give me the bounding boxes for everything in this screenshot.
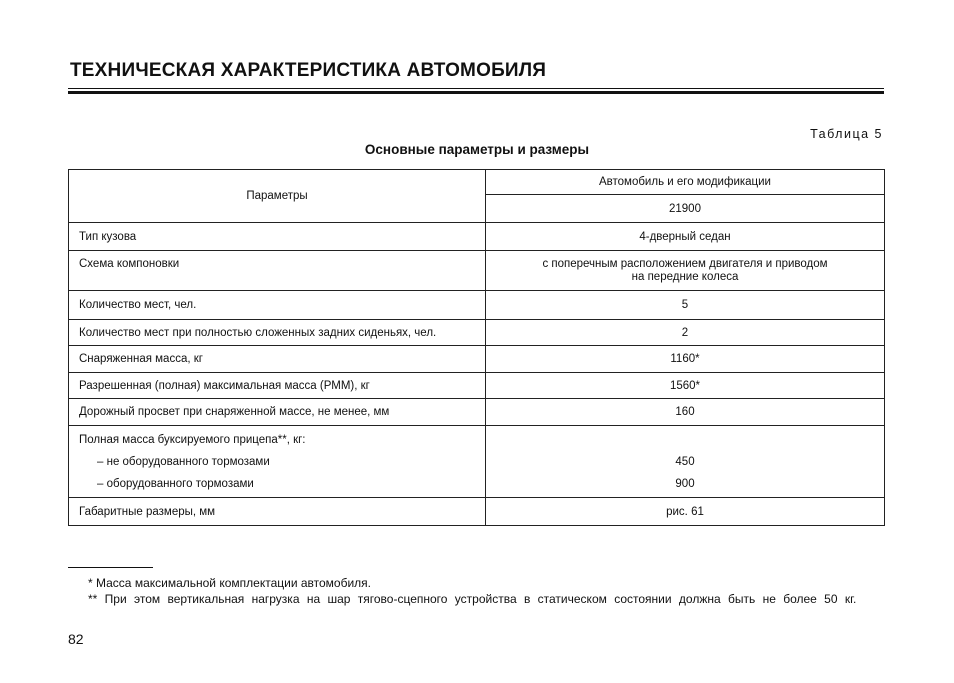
value-line: 900: [675, 477, 695, 490]
value-cell: [486, 426, 885, 498]
table-row: [69, 498, 885, 526]
table-row: [69, 426, 885, 498]
table-row: [69, 291, 885, 320]
table-number: Таблица 5: [810, 127, 883, 141]
title-rule-thin: [68, 88, 884, 89]
param-cell: Разрешенная (полная) максимальная масса (РММ), кг: [69, 373, 486, 399]
param-cell: Дорожный просвет при снаряженной массе, не менее, мм: [69, 399, 486, 426]
page-number: 82: [68, 631, 84, 647]
footnote-2: ** При этом вертикальная нагрузка на шар тягово-сцепного устройства в статическом состоянии должна быть не более 50 кг.: [88, 592, 857, 606]
table-row: [69, 320, 885, 346]
param-cell: Количество мест при полностью сложенных задних сиденьях, чел.: [69, 320, 486, 346]
specs-table: [68, 169, 885, 526]
header-params: Параметры: [69, 170, 486, 223]
table-row: [69, 399, 885, 426]
header-vehicle: Автомобиль и его модификации: [486, 170, 885, 195]
param-cell: [69, 426, 486, 498]
value-line: 450: [675, 455, 695, 468]
table-row: [69, 373, 885, 399]
param-cell: Габаритные размеры, мм: [69, 498, 486, 526]
param-subline: – не оборудованного тормозами: [97, 455, 270, 468]
table-caption: Основные параметры и размеры: [364, 142, 590, 157]
param-cell: Схема компоновки: [69, 251, 486, 291]
value-cell: 160: [486, 399, 885, 426]
value-cell: 2: [486, 320, 885, 346]
value-line: на передние колеса: [631, 270, 739, 283]
footnote-separator: [68, 567, 153, 568]
param-cell: Количество мест, чел.: [69, 291, 486, 320]
param-cell: Тип кузова: [69, 223, 486, 251]
param-subline: – оборудованного тормозами: [97, 477, 254, 490]
table-row: [69, 251, 885, 291]
table-row: [69, 346, 885, 373]
value-cell: 1160*: [486, 346, 885, 373]
value-cell: 5: [486, 291, 885, 320]
value-cell: рис. 61: [486, 498, 885, 526]
value-line: с поперечным расположением двигателя и приводом: [542, 257, 828, 270]
value-cell: 1560*: [486, 373, 885, 399]
value-cell: [486, 251, 885, 291]
section-title: ТЕХНИЧЕСКАЯ ХАРАКТЕРИСТИКА АВТОМОБИЛЯ: [70, 60, 547, 81]
footnote-1: * Масса максимальной комплектации автомобиля.: [88, 576, 372, 590]
param-line: Полная масса буксируемого прицепа**, кг:: [79, 433, 306, 446]
header-model: 21900: [486, 195, 885, 223]
value-cell: 4-дверный седан: [486, 223, 885, 251]
table-row: [69, 223, 885, 251]
title-rule-thick: [68, 91, 884, 94]
param-cell: Снаряженная масса, кг: [69, 346, 486, 373]
